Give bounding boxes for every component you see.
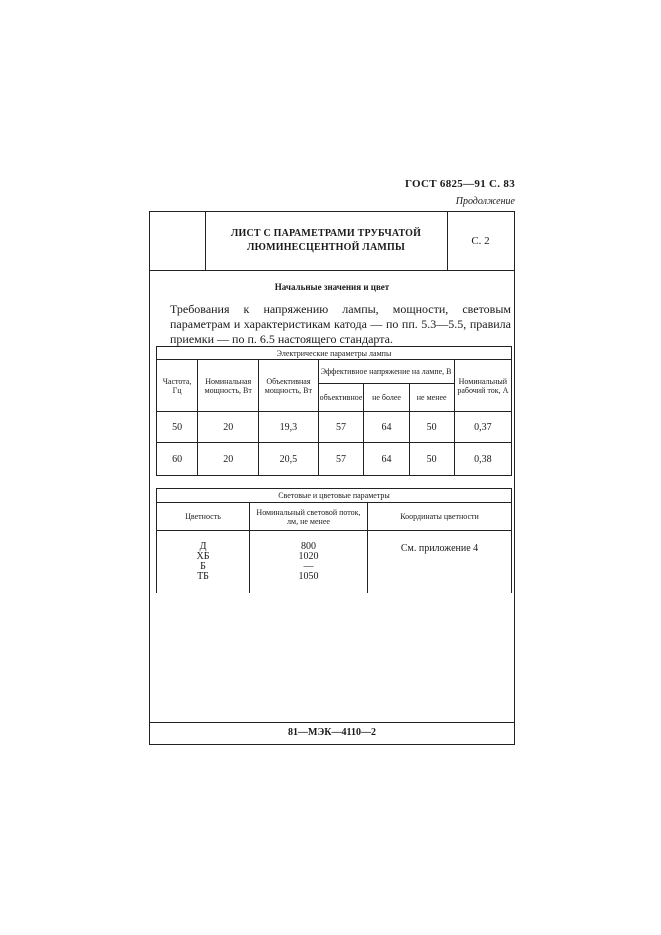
sheet-number: С. 2	[471, 235, 490, 247]
col-effective-power: Объективная мощность, Вт	[259, 360, 318, 412]
cell-min: 50	[409, 412, 454, 443]
col-coords: Координаты цветности	[368, 503, 512, 531]
continuation-label: Продолжение	[455, 196, 515, 207]
cell-effective-power: 20,5	[259, 443, 318, 476]
gost-header: ГОСТ 6825—91 С. 83	[404, 178, 515, 190]
cell-max: 64	[364, 443, 409, 476]
light-caption: Световые и цветовые параметры	[157, 489, 512, 503]
cell-effective-power: 19,3	[259, 412, 318, 443]
section-heading: Начальные значения и цвет	[274, 282, 390, 292]
table-row	[157, 443, 512, 476]
col-objective: объективное	[318, 384, 364, 412]
flux-item: —	[303, 560, 314, 572]
sheet-title	[205, 212, 448, 270]
col-min: не менее	[409, 384, 454, 412]
electrical-table	[156, 346, 512, 476]
col-flux: Номинальный световой поток, лм, не менее	[250, 503, 368, 531]
cell-objective: 57	[318, 443, 364, 476]
parameter-sheet	[149, 211, 515, 745]
table-row	[157, 531, 512, 593]
col-frequency: Частота, Гц	[157, 360, 198, 412]
cell-frequency: 50	[157, 412, 198, 443]
col-max: не более	[364, 384, 409, 412]
sheet-footer: 81—МЭК—4110—2	[288, 727, 376, 738]
flux-item: 800	[301, 540, 316, 552]
col-current: Номинальный рабочий ток, А	[454, 360, 511, 412]
bottom-divider	[150, 722, 514, 723]
flux-list	[250, 531, 368, 593]
color-item: ХБ	[196, 550, 210, 562]
cell-current: 0,37	[454, 412, 511, 443]
cell-frequency: 60	[157, 443, 198, 476]
col-color: Цветность	[157, 503, 250, 531]
col-nominal-power: Номинальная мощность, Вт	[198, 360, 259, 412]
flux-item: 1050	[298, 570, 319, 582]
color-list	[157, 531, 250, 593]
color-item: Д	[199, 540, 207, 552]
title-row	[150, 212, 514, 271]
cell-current: 0,38	[454, 443, 511, 476]
electrical-caption: Электрические параметры лампы	[157, 347, 512, 360]
color-item: ТБ	[197, 570, 209, 582]
coords-cell: См. приложение 4	[368, 531, 512, 593]
cell-max: 64	[364, 412, 409, 443]
cell-objective: 57	[318, 412, 364, 443]
title-line-2: ЛЮМИНЕСЦЕНТНОЙ ЛАМПЫ	[246, 242, 406, 253]
requirements-paragraph: Требования к напряжению лампы, мощности, световым параметрам и характеристикам катода — по пп. 5.3—5.5, правила приемки — по п. 6.5 настоящего стандарта.	[170, 302, 511, 346]
title-line-1: ЛИСТ С ПАРАМЕТРАМИ ТРУБЧАТОЙ	[230, 228, 422, 239]
col-voltage-group: Эффективное напряжение на лампе, В	[318, 360, 454, 384]
flux-item: 1020	[298, 550, 319, 562]
table-row	[157, 412, 512, 443]
color-item: Б	[200, 560, 206, 572]
light-table	[156, 488, 512, 593]
cell-min: 50	[409, 443, 454, 476]
cell-nominal-power: 20	[198, 412, 259, 443]
cell-nominal-power: 20	[198, 443, 259, 476]
title-blank-cell	[150, 212, 206, 270]
